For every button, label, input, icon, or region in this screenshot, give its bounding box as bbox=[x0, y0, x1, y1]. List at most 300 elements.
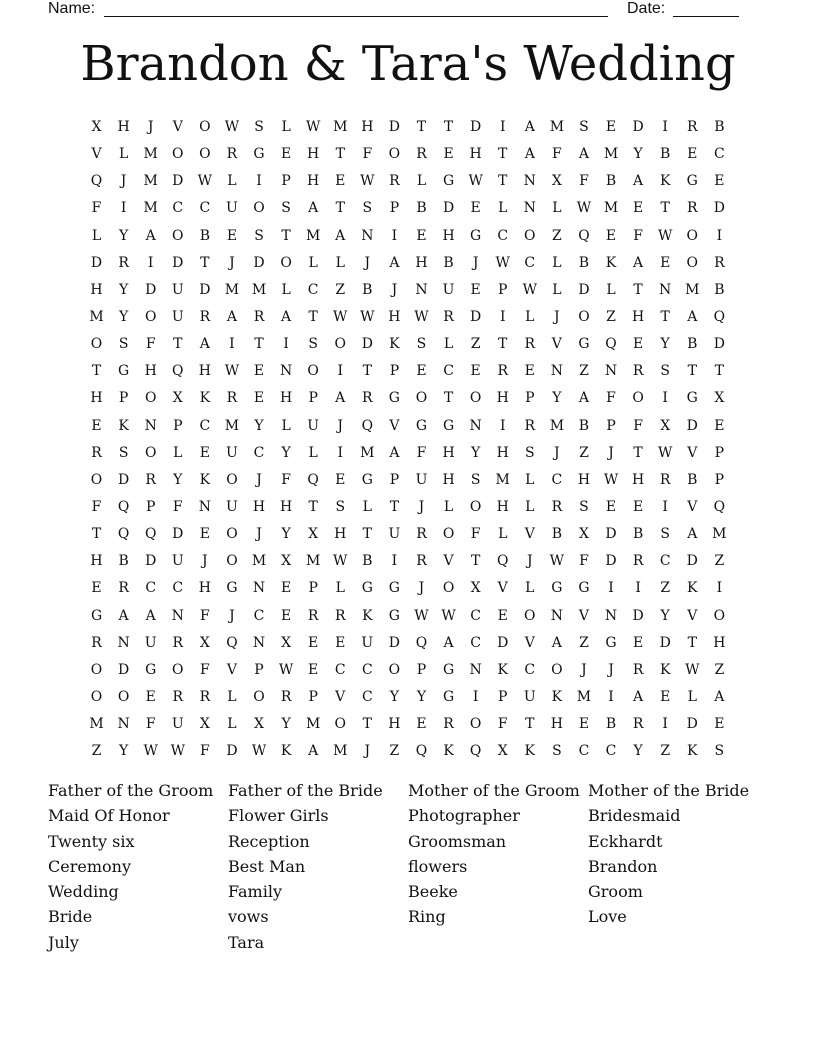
grid-letter[interactable]: Q bbox=[144, 526, 157, 543]
grid-letter[interactable]: X bbox=[714, 390, 725, 407]
grid-letter[interactable]: H bbox=[496, 444, 509, 461]
grid-letter[interactable]: D bbox=[659, 634, 671, 651]
grid-letter[interactable]: W bbox=[441, 607, 456, 624]
grid-letter[interactable]: M bbox=[305, 716, 321, 733]
grid-letter[interactable]: M bbox=[549, 119, 565, 136]
grid-letter[interactable]: V bbox=[335, 689, 346, 706]
grid-letter[interactable]: D bbox=[470, 119, 482, 136]
grid-letter[interactable]: L bbox=[335, 254, 345, 271]
grid-letter[interactable]: R bbox=[416, 526, 427, 543]
grid-letter[interactable]: Y bbox=[552, 390, 562, 407]
grid-letter[interactable]: F bbox=[633, 227, 643, 244]
grid-letter[interactable]: A bbox=[443, 634, 454, 651]
grid-letter[interactable]: Y bbox=[118, 309, 129, 326]
grid-letter[interactable]: G bbox=[470, 227, 482, 244]
grid-letter[interactable]: H bbox=[307, 173, 320, 190]
grid-letter[interactable]: O bbox=[280, 254, 292, 271]
grid-letter[interactable]: T bbox=[335, 200, 345, 217]
grid-letter[interactable]: Y bbox=[416, 689, 427, 706]
grid-letter[interactable]: Y bbox=[118, 743, 129, 760]
grid-letter[interactable]: I bbox=[120, 200, 127, 217]
grid-letter[interactable]: I bbox=[229, 336, 235, 353]
grid-letter[interactable]: R bbox=[389, 173, 400, 190]
grid-letter[interactable]: X bbox=[91, 119, 102, 136]
grid-letter[interactable]: X bbox=[578, 526, 589, 543]
grid-letter[interactable]: I bbox=[283, 336, 289, 353]
grid-letter[interactable]: L bbox=[525, 471, 535, 488]
grid-letter[interactable]: V bbox=[172, 119, 183, 136]
grid-letter[interactable]: E bbox=[308, 634, 319, 651]
grid-letter[interactable]: L bbox=[498, 200, 508, 217]
grid-letter[interactable]: D bbox=[470, 309, 482, 326]
grid-letter[interactable]: N bbox=[117, 716, 130, 733]
grid-letter[interactable]: O bbox=[226, 526, 238, 543]
grid-letter[interactable]: D bbox=[605, 526, 617, 543]
grid-letter[interactable]: B bbox=[687, 336, 698, 353]
grid-letter[interactable]: E bbox=[226, 227, 238, 244]
grid-letter[interactable]: R bbox=[307, 607, 319, 624]
grid-letter[interactable]: S bbox=[254, 119, 264, 136]
grid-letter[interactable]: R bbox=[443, 716, 454, 733]
grid-letter[interactable]: O bbox=[144, 309, 157, 326]
grid-letter[interactable]: M bbox=[333, 119, 348, 136]
grid-letter[interactable]: F bbox=[416, 444, 427, 461]
grid-letter[interactable]: N bbox=[279, 363, 293, 380]
grid-letter[interactable]: R bbox=[632, 363, 644, 380]
grid-letter[interactable]: O bbox=[524, 607, 536, 624]
grid-letter[interactable]: F bbox=[579, 553, 589, 570]
grid-letter[interactable]: P bbox=[525, 390, 535, 407]
grid-letter[interactable]: L bbox=[443, 499, 454, 516]
grid-letter[interactable]: O bbox=[686, 227, 698, 244]
grid-letter[interactable]: F bbox=[145, 716, 156, 733]
grid-letter[interactable]: R bbox=[199, 689, 211, 706]
grid-letter[interactable]: H bbox=[713, 634, 726, 651]
grid-letter[interactable]: T bbox=[308, 309, 318, 326]
grid-letter[interactable]: K bbox=[605, 254, 617, 271]
grid-letter[interactable]: F bbox=[91, 200, 102, 217]
grid-letter[interactable]: S bbox=[308, 336, 318, 353]
grid-letter[interactable]: E bbox=[91, 580, 102, 597]
grid-letter[interactable]: B bbox=[199, 227, 210, 244]
grid-letter[interactable]: L bbox=[173, 444, 183, 461]
grid-letter[interactable]: F bbox=[199, 743, 210, 760]
grid-letter[interactable]: S bbox=[660, 363, 670, 380]
grid-letter[interactable]: V bbox=[389, 417, 400, 434]
grid-letter[interactable]: S bbox=[416, 336, 427, 353]
grid-letter[interactable]: O bbox=[632, 390, 644, 407]
grid-letter[interactable]: N bbox=[361, 227, 374, 244]
grid-letter[interactable]: M bbox=[305, 553, 321, 570]
grid-letter[interactable]: R bbox=[659, 471, 671, 488]
grid-letter[interactable]: C bbox=[659, 553, 671, 570]
grid-letter[interactable]: L bbox=[416, 173, 427, 190]
grid-letter[interactable]: A bbox=[633, 254, 644, 271]
grid-letter[interactable]: Q bbox=[605, 336, 617, 353]
grid-letter[interactable]: U bbox=[171, 716, 184, 733]
grid-letter[interactable]: E bbox=[524, 363, 535, 380]
grid-letter[interactable]: M bbox=[495, 471, 510, 488]
grid-letter[interactable]: J bbox=[608, 661, 614, 678]
grid-letter[interactable]: X bbox=[281, 634, 292, 651]
grid-letter[interactable]: Y bbox=[281, 716, 291, 733]
grid-letter[interactable]: N bbox=[550, 363, 563, 380]
grid-letter[interactable]: D bbox=[713, 200, 725, 217]
grid-letter[interactable]: Z bbox=[660, 743, 671, 760]
grid-letter[interactable]: Q bbox=[578, 227, 590, 244]
grid-letter[interactable]: S bbox=[470, 471, 481, 488]
grid-letter[interactable]: C bbox=[145, 580, 157, 597]
grid-letter[interactable]: R bbox=[497, 363, 508, 380]
grid-letter[interactable]: E bbox=[308, 661, 319, 678]
grid-letter[interactable]: U bbox=[226, 200, 238, 217]
grid-letter[interactable]: I bbox=[499, 309, 506, 326]
grid-letter[interactable]: S bbox=[281, 200, 291, 217]
grid-letter[interactable]: I bbox=[337, 444, 343, 461]
grid-letter[interactable]: Y bbox=[281, 444, 291, 461]
grid-letter[interactable]: O bbox=[334, 716, 346, 733]
grid-letter[interactable]: L bbox=[443, 336, 454, 353]
grid-letter[interactable]: N bbox=[469, 661, 482, 678]
grid-letter[interactable]: K bbox=[687, 743, 698, 760]
grid-letter[interactable]: W bbox=[468, 173, 483, 190]
grid-letter[interactable]: I bbox=[608, 580, 614, 597]
grid-letter[interactable]: W bbox=[305, 119, 321, 136]
grid-letter[interactable]: E bbox=[145, 689, 156, 706]
grid-letter[interactable]: E bbox=[605, 227, 617, 244]
grid-letter[interactable]: N bbox=[469, 417, 482, 434]
grid-letter[interactable]: E bbox=[632, 336, 644, 353]
grid-letter[interactable]: Q bbox=[415, 634, 428, 651]
grid-letter[interactable]: R bbox=[226, 146, 238, 163]
grid-letter[interactable]: I bbox=[716, 580, 723, 597]
grid-letter[interactable]: H bbox=[90, 281, 103, 298]
grid-letter[interactable]: C bbox=[253, 607, 265, 624]
grid-letter[interactable]: E bbox=[280, 146, 292, 163]
grid-letter[interactable]: J bbox=[120, 173, 127, 190]
grid-letter[interactable]: W bbox=[333, 309, 348, 326]
grid-letter[interactable]: X bbox=[254, 716, 264, 733]
grid-letter[interactable]: V bbox=[524, 526, 535, 543]
grid-letter[interactable]: A bbox=[281, 309, 292, 326]
grid-letter[interactable]: Q bbox=[469, 743, 482, 760]
grid-letter[interactable]: X bbox=[551, 173, 562, 190]
grid-letter[interactable]: R bbox=[416, 146, 427, 163]
grid-letter[interactable]: O bbox=[226, 553, 238, 570]
grid-letter[interactable]: T bbox=[335, 146, 345, 163]
grid-letter[interactable]: T bbox=[362, 526, 372, 543]
grid-letter[interactable]: I bbox=[391, 227, 398, 244]
grid-letter[interactable]: B bbox=[687, 471, 698, 488]
grid-letter[interactable]: S bbox=[362, 200, 373, 217]
grid-letter[interactable]: W bbox=[576, 200, 592, 217]
grid-letter[interactable]: I bbox=[662, 119, 668, 136]
grid-letter[interactable]: G bbox=[226, 580, 238, 597]
grid-letter[interactable]: Y bbox=[660, 607, 670, 624]
grid-letter[interactable]: T bbox=[443, 119, 454, 136]
grid-letter[interactable]: T bbox=[660, 309, 670, 326]
grid-letter[interactable]: H bbox=[496, 499, 509, 516]
grid-letter[interactable]: Y bbox=[660, 336, 670, 353]
grid-letter[interactable]: N bbox=[523, 200, 536, 217]
grid-letter[interactable]: V bbox=[443, 553, 454, 570]
grid-letter[interactable]: H bbox=[631, 309, 645, 326]
grid-letter[interactable]: Z bbox=[91, 743, 102, 760]
grid-letter[interactable]: M bbox=[685, 281, 700, 298]
grid-letter[interactable]: W bbox=[360, 173, 375, 190]
grid-letter[interactable]: K bbox=[524, 743, 536, 760]
grid-letter[interactable]: E bbox=[335, 471, 346, 488]
grid-letter[interactable]: N bbox=[659, 281, 672, 298]
grid-letter[interactable]: I bbox=[337, 363, 343, 380]
grid-letter[interactable]: W bbox=[495, 254, 510, 271]
grid-letter[interactable]: K bbox=[199, 471, 211, 488]
grid-letter[interactable]: D bbox=[388, 119, 401, 136]
grid-letter[interactable]: N bbox=[117, 634, 130, 651]
grid-letter[interactable]: W bbox=[251, 743, 267, 760]
grid-letter[interactable]: Q bbox=[361, 417, 374, 434]
grid-letter[interactable]: J bbox=[526, 553, 533, 570]
grid-letter[interactable]: A bbox=[687, 526, 698, 543]
grid-letter[interactable]: Z bbox=[606, 309, 616, 326]
grid-letter[interactable]: R bbox=[686, 119, 698, 136]
grid-letter[interactable]: O bbox=[90, 471, 103, 488]
grid-letter[interactable]: A bbox=[633, 173, 644, 190]
grid-letter[interactable]: N bbox=[604, 607, 618, 624]
grid-letter[interactable]: S bbox=[579, 119, 589, 136]
grid-letter[interactable]: T bbox=[525, 716, 535, 733]
grid-letter[interactable]: R bbox=[172, 634, 184, 651]
grid-letter[interactable]: P bbox=[308, 390, 318, 407]
grid-letter[interactable]: L bbox=[91, 227, 102, 244]
grid-letter[interactable]: D bbox=[713, 336, 725, 353]
grid-letter[interactable]: H bbox=[198, 363, 211, 380]
grid-letter[interactable]: F bbox=[91, 499, 102, 516]
grid-letter[interactable]: D bbox=[118, 661, 130, 678]
grid-letter[interactable]: O bbox=[388, 661, 401, 678]
grid-letter[interactable]: L bbox=[687, 689, 697, 706]
grid-letter[interactable]: G bbox=[388, 607, 400, 624]
grid-letter[interactable]: R bbox=[632, 553, 644, 570]
grid-letter[interactable]: E bbox=[632, 499, 644, 516]
grid-letter[interactable]: T bbox=[470, 553, 481, 570]
grid-letter[interactable]: I bbox=[256, 173, 262, 190]
grid-letter[interactable]: S bbox=[552, 743, 562, 760]
grid-letter[interactable]: L bbox=[227, 716, 237, 733]
grid-letter[interactable]: M bbox=[89, 716, 104, 733]
grid-letter[interactable]: H bbox=[252, 499, 266, 516]
grid-letter[interactable]: J bbox=[229, 254, 235, 271]
name-blank-line[interactable] bbox=[104, 0, 608, 17]
grid-letter[interactable]: J bbox=[608, 444, 614, 461]
grid-letter[interactable]: L bbox=[281, 281, 291, 298]
grid-letter[interactable]: M bbox=[251, 281, 267, 298]
grid-letter[interactable]: K bbox=[362, 607, 373, 624]
grid-letter[interactable]: O bbox=[551, 661, 563, 678]
grid-letter[interactable]: R bbox=[714, 254, 725, 271]
grid-letter[interactable]: B bbox=[551, 526, 563, 543]
grid-letter[interactable]: M bbox=[143, 146, 158, 163]
grid-letter[interactable]: D bbox=[118, 471, 130, 488]
grid-letter[interactable]: O bbox=[442, 580, 455, 597]
grid-letter[interactable]: O bbox=[334, 336, 346, 353]
grid-letter[interactable]: H bbox=[415, 254, 428, 271]
grid-letter[interactable]: L bbox=[308, 254, 318, 271]
grid-letter[interactable]: T bbox=[362, 363, 372, 380]
grid-letter[interactable]: X bbox=[281, 553, 292, 570]
grid-letter[interactable]: Z bbox=[470, 336, 481, 353]
grid-letter[interactable]: O bbox=[578, 309, 590, 326]
grid-letter[interactable]: W bbox=[197, 173, 213, 190]
grid-letter[interactable]: M bbox=[224, 417, 240, 434]
grid-letter[interactable]: E bbox=[632, 634, 644, 651]
grid-letter[interactable]: O bbox=[172, 146, 184, 163]
grid-letter[interactable]: S bbox=[714, 743, 725, 760]
grid-letter[interactable]: E bbox=[416, 227, 427, 244]
grid-letter[interactable]: B bbox=[605, 173, 617, 190]
grid-letter[interactable]: T bbox=[362, 716, 372, 733]
grid-letter[interactable]: X bbox=[497, 743, 508, 760]
grid-letter[interactable]: C bbox=[524, 254, 536, 271]
grid-letter[interactable]: H bbox=[442, 227, 455, 244]
grid-letter[interactable]: R bbox=[416, 553, 427, 570]
grid-letter[interactable]: N bbox=[415, 281, 428, 298]
grid-letter[interactable]: S bbox=[118, 444, 129, 461]
grid-letter[interactable]: O bbox=[90, 689, 103, 706]
grid-letter[interactable]: M bbox=[576, 689, 592, 706]
grid-letter[interactable]: G bbox=[388, 580, 400, 597]
grid-letter[interactable]: J bbox=[202, 553, 208, 570]
grid-letter[interactable]: Y bbox=[633, 146, 643, 163]
grid-letter[interactable]: H bbox=[442, 444, 455, 461]
grid-letter[interactable]: D bbox=[172, 526, 184, 543]
grid-letter[interactable]: R bbox=[91, 444, 102, 461]
grid-letter[interactable]: I bbox=[499, 417, 506, 434]
grid-letter[interactable]: E bbox=[280, 580, 292, 597]
grid-letter[interactable]: P bbox=[498, 281, 508, 298]
grid-letter[interactable]: P bbox=[498, 689, 508, 706]
grid-letter[interactable]: P bbox=[308, 580, 318, 597]
grid-letter[interactable]: N bbox=[523, 173, 536, 190]
grid-letter[interactable]: H bbox=[144, 363, 157, 380]
grid-letter[interactable]: Q bbox=[117, 526, 130, 543]
grid-letter[interactable]: O bbox=[469, 716, 482, 733]
grid-letter[interactable]: S bbox=[254, 227, 264, 244]
grid-letter[interactable]: Z bbox=[714, 661, 725, 678]
grid-letter[interactable]: H bbox=[198, 580, 211, 597]
grid-letter[interactable]: W bbox=[360, 309, 375, 326]
grid-letter[interactable]: V bbox=[497, 580, 508, 597]
grid-letter[interactable]: T bbox=[660, 200, 670, 217]
grid-letter[interactable]: B bbox=[118, 553, 129, 570]
grid-letter[interactable]: R bbox=[91, 634, 102, 651]
grid-letter[interactable]: P bbox=[254, 661, 264, 678]
grid-letter[interactable]: B bbox=[362, 553, 373, 570]
grid-letter[interactable]: V bbox=[687, 607, 698, 624]
grid-letter[interactable]: D bbox=[605, 553, 617, 570]
grid-letter[interactable]: J bbox=[256, 526, 262, 543]
grid-letter[interactable]: O bbox=[90, 661, 103, 678]
grid-letter[interactable]: W bbox=[657, 444, 673, 461]
grid-letter[interactable]: U bbox=[415, 471, 428, 488]
grid-letter[interactable]: I bbox=[662, 499, 668, 516]
grid-letter[interactable]: X bbox=[470, 580, 481, 597]
grid-letter[interactable]: K bbox=[389, 336, 400, 353]
grid-letter[interactable]: Y bbox=[389, 689, 400, 706]
grid-letter[interactable]: T bbox=[200, 254, 210, 271]
grid-letter[interactable]: M bbox=[143, 200, 158, 217]
grid-letter[interactable]: F bbox=[199, 661, 210, 678]
grid-letter[interactable]: D bbox=[361, 336, 373, 353]
grid-letter[interactable]: A bbox=[145, 607, 156, 624]
grid-letter[interactable]: Q bbox=[713, 309, 726, 326]
grid-letter[interactable]: T bbox=[389, 499, 400, 516]
grid-letter[interactable]: T bbox=[91, 363, 102, 380]
grid-letter[interactable]: M bbox=[360, 444, 375, 461]
grid-letter[interactable]: G bbox=[415, 417, 428, 434]
grid-letter[interactable]: T bbox=[254, 336, 264, 353]
grid-letter[interactable]: P bbox=[416, 661, 427, 678]
grid-letter[interactable]: U bbox=[388, 526, 401, 543]
grid-letter[interactable]: F bbox=[470, 526, 481, 543]
grid-letter[interactable]: H bbox=[388, 716, 401, 733]
grid-letter[interactable]: R bbox=[524, 336, 536, 353]
grid-letter[interactable]: J bbox=[554, 309, 560, 326]
grid-letter[interactable]: F bbox=[579, 173, 589, 190]
grid-letter[interactable]: T bbox=[498, 336, 508, 353]
grid-letter[interactable]: F bbox=[362, 146, 373, 163]
grid-letter[interactable]: N bbox=[550, 607, 563, 624]
grid-letter[interactable]: G bbox=[361, 580, 373, 597]
grid-letter[interactable]: R bbox=[145, 471, 156, 488]
grid-letter[interactable]: V bbox=[226, 661, 237, 678]
grid-letter[interactable]: F bbox=[497, 716, 508, 733]
grid-letter[interactable]: J bbox=[418, 499, 425, 516]
grid-letter[interactable]: J bbox=[364, 254, 371, 271]
grid-letter[interactable]: O bbox=[442, 526, 455, 543]
grid-letter[interactable]: C bbox=[470, 607, 481, 624]
grid-letter[interactable]: S bbox=[524, 444, 535, 461]
grid-letter[interactable]: B bbox=[714, 119, 725, 136]
grid-letter[interactable]: O bbox=[172, 661, 184, 678]
grid-letter[interactable]: J bbox=[554, 444, 560, 461]
grid-letter[interactable]: G bbox=[253, 146, 265, 163]
grid-letter[interactable]: T bbox=[498, 173, 508, 190]
grid-letter[interactable]: R bbox=[443, 309, 454, 326]
grid-letter[interactable]: U bbox=[523, 689, 536, 706]
grid-letter[interactable]: L bbox=[552, 281, 562, 298]
grid-letter[interactable]: H bbox=[550, 716, 563, 733]
grid-letter[interactable]: Z bbox=[389, 743, 400, 760]
grid-letter[interactable]: X bbox=[308, 526, 319, 543]
grid-letter[interactable]: A bbox=[389, 444, 400, 461]
grid-letter[interactable]: F bbox=[552, 146, 562, 163]
grid-letter[interactable]: A bbox=[145, 227, 156, 244]
grid-letter[interactable]: M bbox=[712, 526, 727, 543]
grid-letter[interactable]: I bbox=[608, 689, 614, 706]
grid-letter[interactable]: M bbox=[549, 417, 565, 434]
grid-letter[interactable]: L bbox=[281, 417, 291, 434]
grid-letter[interactable]: T bbox=[633, 444, 643, 461]
grid-letter[interactable]: R bbox=[551, 499, 563, 516]
grid-letter[interactable]: I bbox=[499, 119, 506, 136]
grid-letter[interactable]: K bbox=[659, 661, 671, 678]
grid-letter[interactable]: O bbox=[172, 227, 184, 244]
grid-letter[interactable]: R bbox=[524, 417, 536, 434]
grid-letter[interactable]: L bbox=[335, 580, 345, 597]
grid-letter[interactable]: E bbox=[660, 689, 671, 706]
grid-letter[interactable]: D bbox=[686, 553, 698, 570]
